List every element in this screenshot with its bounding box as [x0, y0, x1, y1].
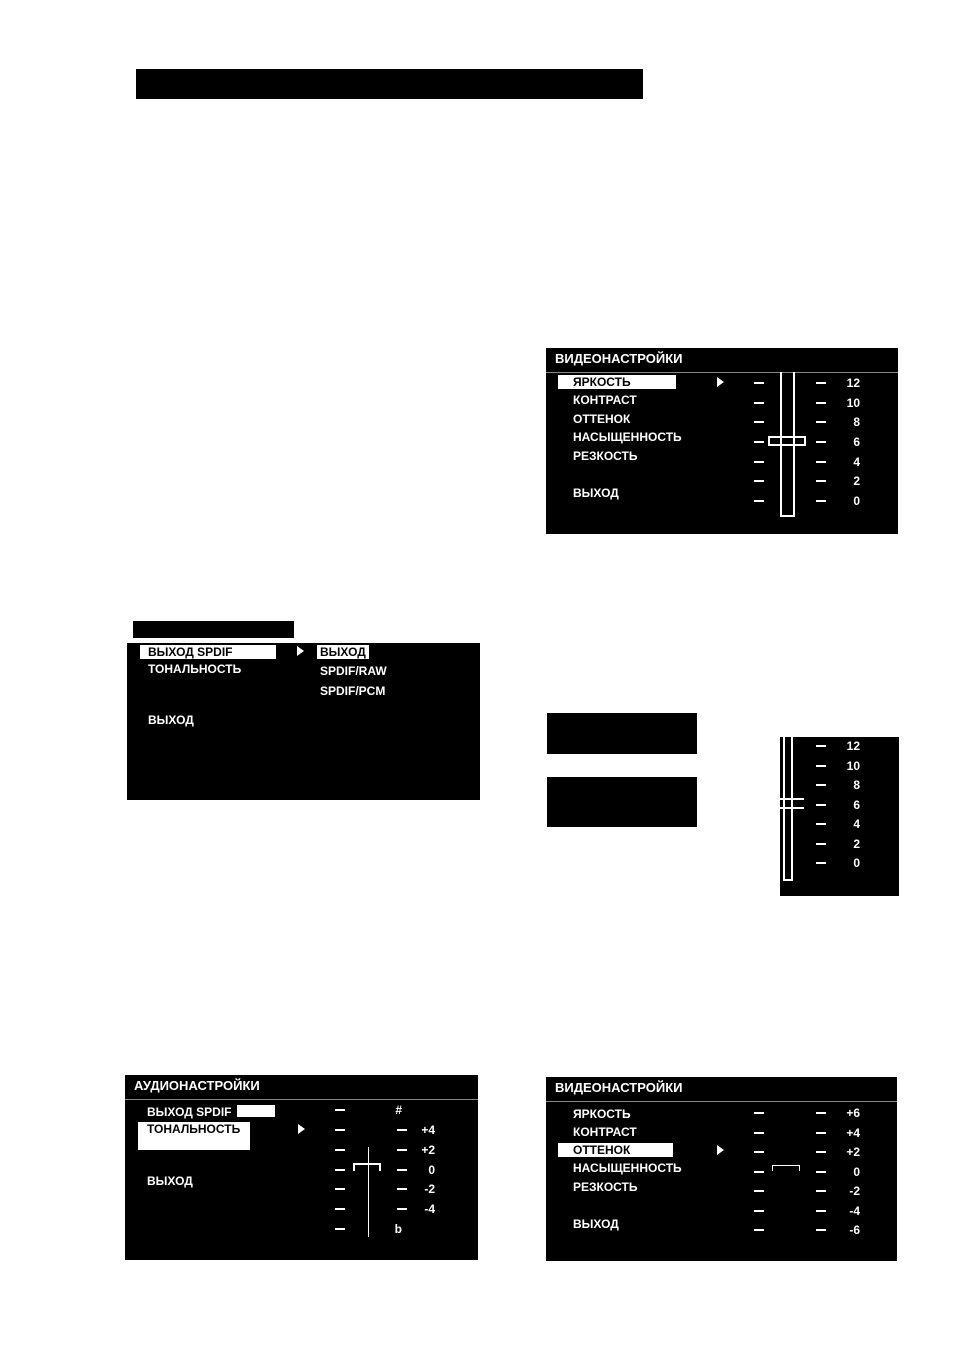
menu-item-contrast[interactable]: КОНТРАСТ: [573, 1125, 637, 1139]
scale-tick: [754, 1132, 764, 1134]
slider-line: [772, 1165, 800, 1166]
selection-arrow-icon: [717, 1145, 724, 1155]
scale-label: 12: [846, 376, 860, 390]
scale-label: +4: [421, 1123, 435, 1137]
scale-label: -4: [849, 1204, 860, 1218]
scale-tick: [335, 1188, 345, 1190]
scale-tick: [754, 441, 764, 443]
video-slider-panel: [780, 737, 899, 896]
scale-label: 0: [853, 856, 860, 870]
menu-item-hue[interactable]: ОТТЕНОК: [573, 412, 631, 426]
menu-item-contrast[interactable]: КОНТРАСТ: [573, 393, 637, 407]
scale-label: +2: [421, 1143, 435, 1157]
scale-tick: [754, 421, 764, 423]
scale-tick: [335, 1129, 345, 1131]
scale-label: -2: [424, 1182, 435, 1196]
spdif-output-menu: [127, 643, 480, 800]
menu-item-brightness[interactable]: ЯРКОСТЬ: [573, 1107, 631, 1121]
scale-label: 8: [853, 415, 860, 429]
scale-tick: [754, 382, 764, 384]
slider-line: [780, 807, 804, 809]
slider-line: [768, 436, 806, 438]
scale-tick: [754, 1151, 764, 1153]
scale-tick: [335, 1208, 345, 1210]
menu-item-saturation[interactable]: НАСЫЩЕННОСТЬ: [573, 430, 682, 444]
scale-tick: [335, 1228, 345, 1230]
selection-arrow-icon: [717, 377, 724, 387]
scale-label: -4: [424, 1202, 435, 1216]
menu-item-hue[interactable]: ОТТЕНОК: [558, 1143, 673, 1157]
slider-line: [353, 1163, 355, 1171]
audio-settings-menu: [125, 1075, 478, 1260]
scale-tick: [754, 1190, 764, 1192]
scale-label: +6: [846, 1106, 860, 1120]
flat-mark: b: [394, 1222, 402, 1236]
scale-tick: [335, 1109, 345, 1111]
slider-line: [780, 798, 804, 800]
scale-label: 10: [846, 759, 860, 773]
menu-item-saturation[interactable]: НАСЫЩЕННОСТЬ: [573, 1161, 682, 1175]
slider-line: [799, 1165, 800, 1171]
scale-label: +4: [846, 1126, 860, 1140]
scale-tick: [754, 1210, 764, 1212]
slider-line: [353, 1163, 381, 1165]
sharp-mark: #: [395, 1103, 402, 1117]
scale-tick: [754, 402, 764, 404]
submenu-option-pcm[interactable]: SPDIF/PCM: [320, 684, 386, 698]
scale-label: 0: [428, 1163, 435, 1177]
scale-label: 4: [853, 817, 860, 831]
slider-line: [783, 879, 793, 881]
scale-tick: [754, 461, 764, 463]
slider-line: [768, 444, 806, 446]
scale-label: 10: [846, 396, 860, 410]
scale-tick: [754, 1229, 764, 1231]
title-divider: [546, 372, 898, 373]
menu-item-tone[interactable]: ТОНАЛЬНОСТЬ: [148, 662, 242, 676]
scale-tick: [335, 1149, 345, 1151]
menu-item-exit[interactable]: ВЫХОД: [148, 713, 194, 727]
menu-title: АУДИОНАСТРОЙКИ: [134, 1078, 260, 1093]
scale-tick: [754, 480, 764, 482]
video-settings-menu-bottom: [546, 1077, 897, 1261]
spdif-title-bar: [133, 621, 294, 638]
menu-item-spdif-output[interactable]: ВЫХОД SPDIF: [147, 1105, 232, 1119]
slider-line: [791, 737, 793, 881]
menu-title: ВИДЕОНАСТРОЙКИ: [555, 351, 683, 366]
menu-item-brightness[interactable]: ЯРКОСТЬ: [558, 375, 676, 389]
menu-title: ВИДЕОНАСТРОЙКИ: [555, 1080, 683, 1095]
scale-label: 6: [853, 798, 860, 812]
scale-label: 2: [853, 474, 860, 488]
scale-tick: [754, 500, 764, 502]
menu-item-spdif-highlight: [237, 1105, 275, 1117]
title-divider: [546, 1101, 897, 1102]
submenu-option-raw[interactable]: SPDIF/RAW: [320, 664, 387, 678]
scale-label: 8: [853, 778, 860, 792]
scale-label: 4: [853, 455, 860, 469]
slider-line: [379, 1163, 381, 1171]
scale-tick: [754, 1171, 764, 1173]
menu-item-exit[interactable]: ВЫХОД: [147, 1174, 193, 1188]
menu-item-spdif-output[interactable]: ВЫХОД SPDIF: [140, 645, 276, 659]
menu-item-exit[interactable]: ВЫХОД: [573, 1217, 619, 1231]
header-bar: [136, 69, 643, 99]
slider-line: [772, 1165, 773, 1171]
scale-tick: [754, 1112, 764, 1114]
slider-line: [783, 737, 785, 881]
scale-label: 6: [853, 435, 860, 449]
blank-box-2: [547, 777, 697, 827]
submenu-option-off[interactable]: ВЫХОД: [317, 645, 369, 659]
scale-label: -6: [849, 1223, 860, 1237]
scale-tick: [335, 1169, 345, 1171]
menu-item-exit[interactable]: ВЫХОД: [573, 486, 619, 500]
title-divider: [125, 1099, 478, 1100]
selection-arrow-icon: [297, 646, 304, 656]
scale-label: 12: [846, 739, 860, 753]
scale-label: 0: [853, 1165, 860, 1179]
scale-label: 2: [853, 837, 860, 851]
scale-label: -2: [849, 1184, 860, 1198]
slider-line: [780, 515, 795, 517]
blank-box-1: [547, 713, 697, 754]
video-settings-menu-top: [546, 348, 898, 534]
menu-item-sharpness[interactable]: РЕЗКОСТЬ: [573, 1180, 638, 1194]
menu-item-sharpness[interactable]: РЕЗКОСТЬ: [573, 449, 638, 463]
scale-label: +2: [846, 1145, 860, 1159]
selection-arrow-icon: [298, 1124, 305, 1134]
menu-item-tone[interactable]: ТОНАЛЬНОСТЬ: [138, 1122, 250, 1150]
scale-label: 0: [853, 494, 860, 508]
